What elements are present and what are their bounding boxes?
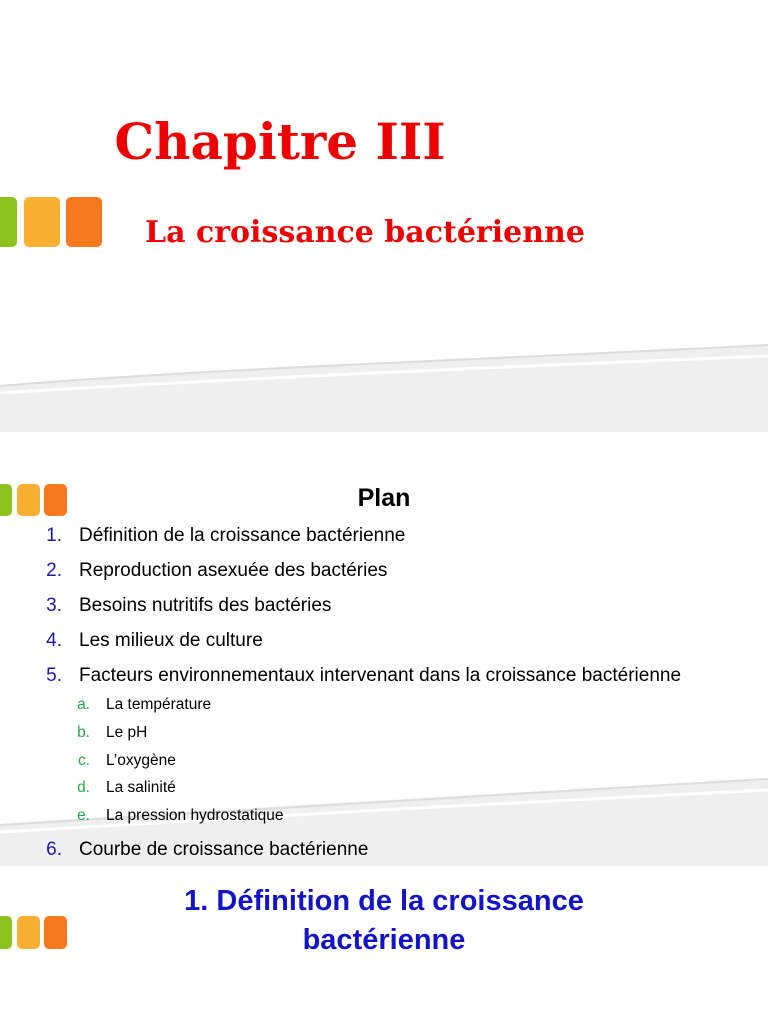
slide-definition xyxy=(0,866,768,1024)
plan-subitem-letter: a. xyxy=(77,696,90,713)
plan-item-number: 1. xyxy=(46,525,62,546)
plan-item-number: 5. xyxy=(46,665,62,686)
plan-item-number: 4. xyxy=(46,630,62,651)
plan-item-text: Les milieux de culture xyxy=(79,630,263,651)
slide-title xyxy=(0,0,768,432)
plan-subitem-text: La salinité xyxy=(106,779,176,796)
plan-title: Plan xyxy=(357,484,411,512)
plan-item-text: Définition de la croissance bactérienne xyxy=(79,525,406,546)
plan-item-number: 2. xyxy=(46,560,62,581)
plan-item-number: 6. xyxy=(46,839,62,860)
section-heading xyxy=(0,882,768,960)
plan-subitem-text: Le pH xyxy=(106,724,148,741)
plan-subitem-letter: c. xyxy=(77,752,90,769)
plan-subitem-letter: b. xyxy=(77,724,90,741)
plan-subitem-letter: e. xyxy=(77,807,90,824)
chapter-title: Chapitre III xyxy=(114,112,446,171)
plan-item-number: 3. xyxy=(46,595,62,616)
gray-swoosh-decoration xyxy=(0,0,768,432)
plan-subitem-text: La pression hydrostatique xyxy=(106,807,284,824)
plan-subitem-text: L’oxygène xyxy=(106,752,176,769)
plan-subitem-text: La température xyxy=(106,696,212,713)
plan-item-text: Courbe de croissance bactérienne xyxy=(79,839,369,860)
plan-subitem-letter: d. xyxy=(77,779,90,796)
section-heading-line2: bactérienne xyxy=(302,924,466,956)
plan-item-text: Reproduction asexuée des bactéries xyxy=(79,560,388,581)
slide-plan xyxy=(0,432,768,866)
chapter-subtitle: La croissance bactérienne xyxy=(145,215,585,250)
section-heading-line1: 1. Définition de la croissance xyxy=(184,885,584,917)
plan-item-text: Facteurs environnementaux intervenant dans la croissance bactérienne xyxy=(79,665,682,686)
plan-item-text: Besoins nutritifs des bactéries xyxy=(79,595,332,616)
